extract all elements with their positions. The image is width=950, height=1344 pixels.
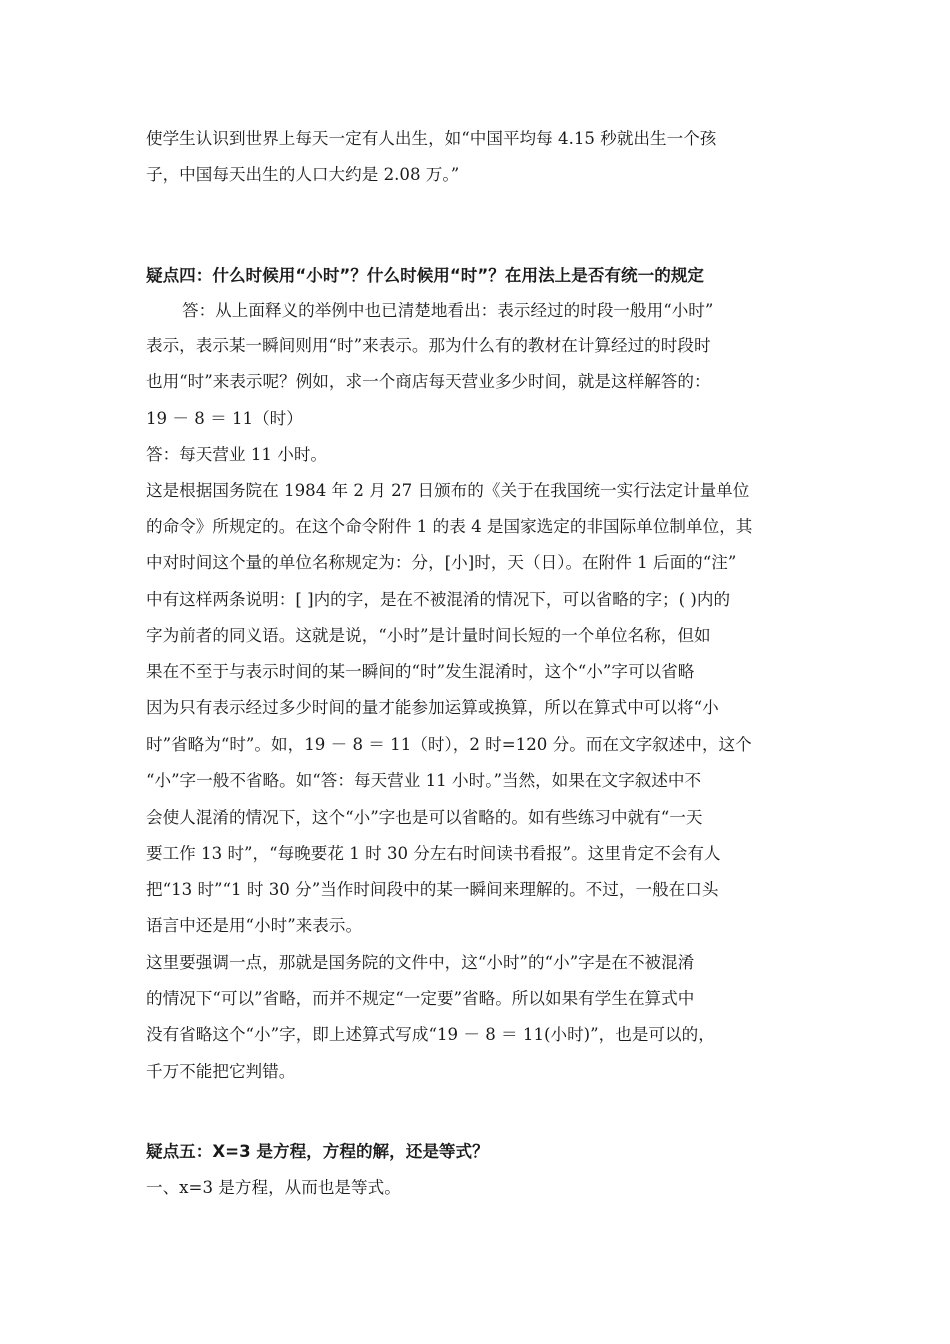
paragraph-line: 使学生认识到世界上每天一定有人出生，如“中国平均每 4.15 秒就出生一个孩 [146, 129, 717, 148]
paragraph-line: 的情况下“可以”省略，而并不规定“一定要”省略。所以如果有学生在算式中 [146, 989, 695, 1008]
paragraph-line: 这是根据国务院在 1984 年 2 月 27 日颁布的《关于在我国统一实行法定计量单位 [146, 481, 750, 500]
paragraph-line: 表示，表示某一瞬间则用“时”来表示。那为什么有的教材在计算经过的时段时 [146, 336, 711, 355]
answer-line: 答：每天营业 11 小时。 [146, 445, 328, 464]
paragraph-line: 千万不能把它判错。 [146, 1062, 296, 1081]
paragraph-line: 中对时间这个量的单位名称规定为：分，[小]时，天（日）。在附件 1 后面的“注” [146, 553, 737, 572]
paragraph-line: 一、x=3 是方程，从而也是等式。 [146, 1178, 401, 1197]
paragraph-line: 子，中国每天出生的人口大约是 2.08 万。” [146, 165, 460, 184]
paragraph-line: 没有省略这个“小”字，即上述算式写成“19 － 8 ＝ 11(小时)”，也是可以的， [146, 1025, 715, 1044]
paragraph-line: 语言中还是用“小时”来表示。 [146, 916, 363, 935]
paragraph-line: 的命令》所规定的。在这个命令附件 1 的表 4 是国家选定的非国际单位制单位，其 [146, 517, 753, 536]
section-heading-4: 疑点四：什么时候用“小时”？什么时候用“时”？在用法上是否有统一的规定 [146, 266, 705, 285]
paragraph-line: 因为只有表示经过多少时间的量才能参加运算或换算，所以在算式中可以将“小 [146, 698, 719, 717]
paragraph-line: 字为前者的同义语。这就是说，“小时”是计量时间长短的一个单位名称，但如 [146, 626, 711, 645]
paragraph-line: 这里要强调一点，那就是国务院的文件中，这“小时”的“小”字是在不被混淆 [146, 953, 695, 972]
paragraph-line: 会使人混淆的情况下，这个“小”字也是可以省略的。如有些练习中就有“一天 [146, 808, 703, 827]
paragraph-line: 中有这样两条说明：[ ]内的字，是在不被混淆的情况下，可以省略的字；( )内的 [146, 590, 731, 609]
equation-line: 19 － 8 ＝ 11（时） [146, 409, 303, 428]
paragraph-line: 要工作 13 时”，“每晚要花 1 时 30 分左右时间读书看报”。这里肯定不会有人 [146, 844, 721, 863]
paragraph-line: 答：从上面释义的举例中也已清楚地看出：表示经过的时段一般用“小时” [182, 301, 714, 320]
section-heading-5: 疑点五：X=3 是方程，方程的解，还是等式？ [146, 1142, 489, 1161]
paragraph-line: 时”省略为“时”。如，19 － 8 ＝ 11（时），2 时=120 分。而在文字叙述中，这个 [146, 735, 752, 754]
paragraph-line: 把“13 时”“1 时 30 分”当作时间段中的某一瞬间来理解的。不过，一般在口头 [146, 880, 719, 899]
paragraph-line: “小”字一般不省略。如“答：每天营业 11 小时。”当然，如果在文字叙述中不 [146, 771, 702, 790]
paragraph-line: 也用“时”来表示呢？例如，求一个商店每天营业多少时间，就是这样解答的： [146, 372, 711, 391]
paragraph-line: 果在不至于与表示时间的某一瞬间的“时”发生混淆时，这个“小”字可以省略 [146, 662, 695, 681]
